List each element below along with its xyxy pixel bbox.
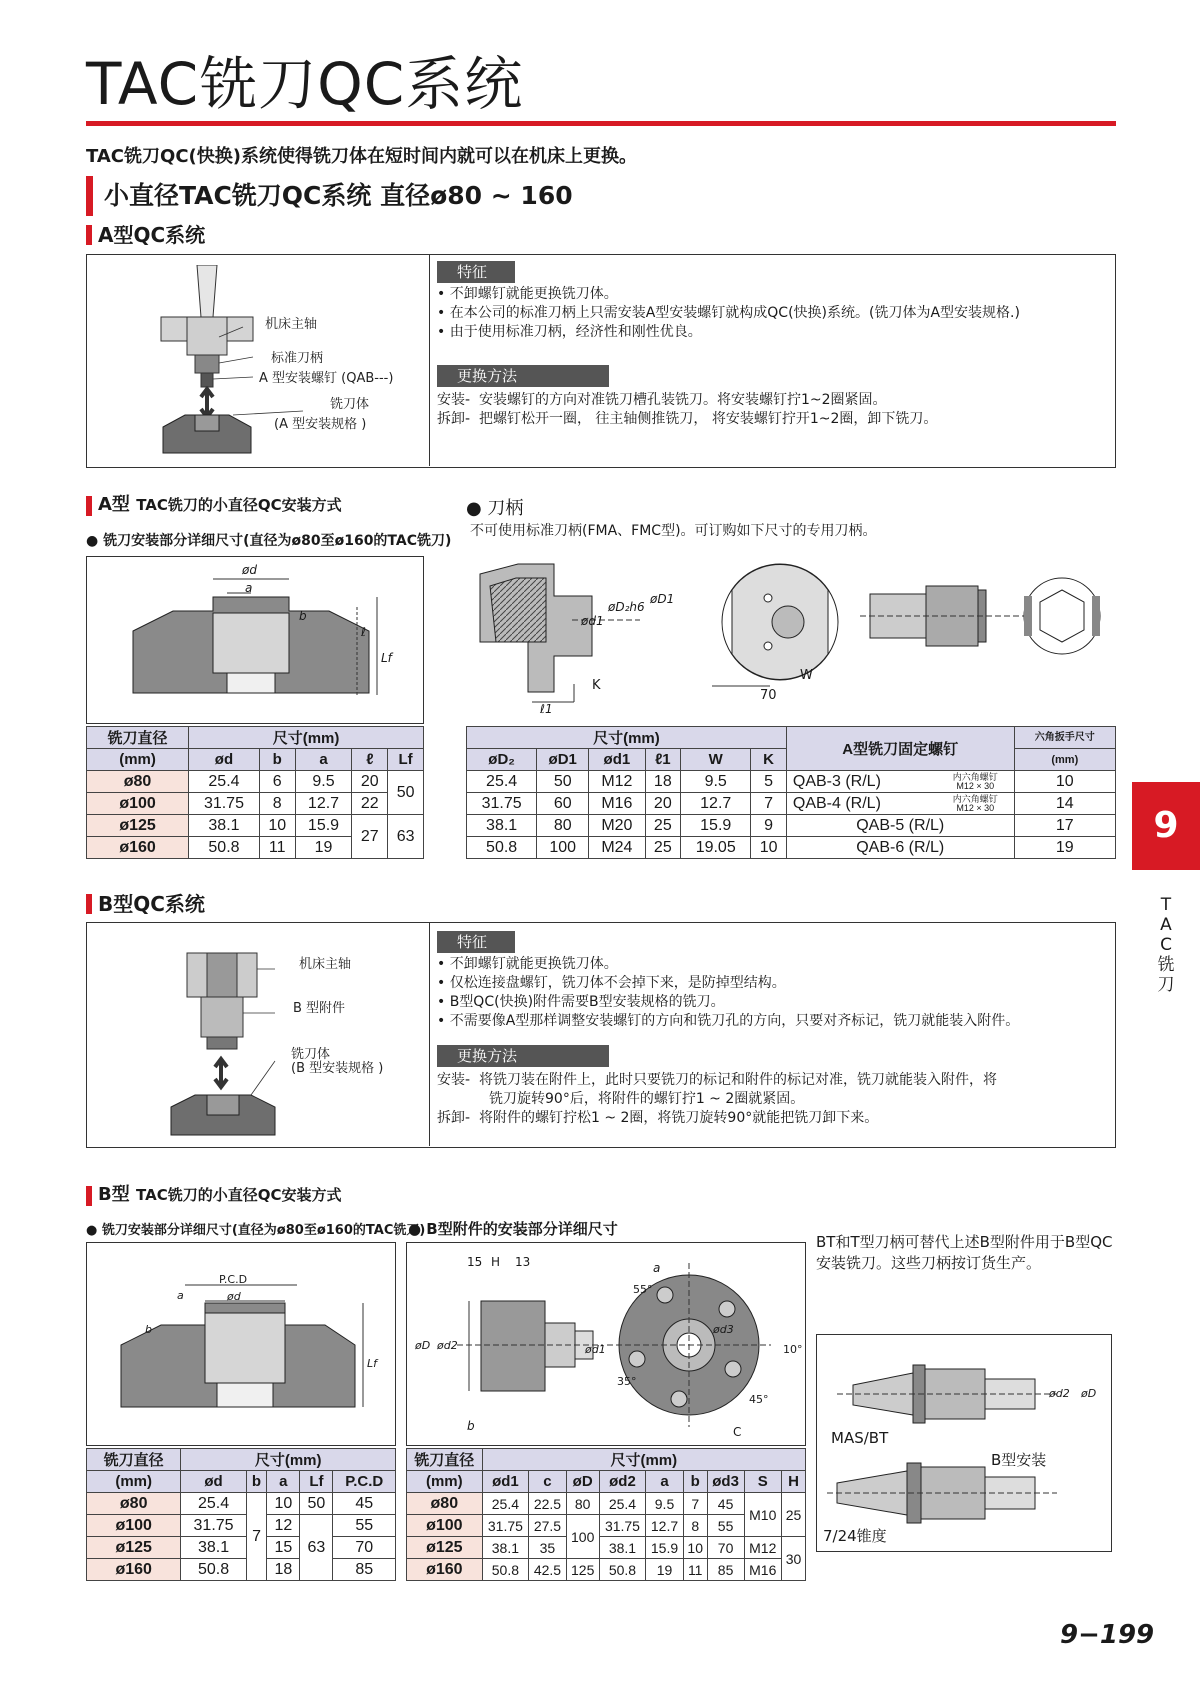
dim-a: a [177,1289,184,1302]
feature-item: • 不卸螺钉就能更换铣刀体。 [437,956,618,972]
feature-item: • 由于使用标准刀柄，经济性和刚性优良。 [437,324,702,340]
label-holder: 标准刀柄 [271,351,324,366]
method-tag: 更换方法 [437,1045,609,1067]
table-row: ø80 25.4 6 9.5 20 50 [87,771,424,793]
dim-b: b [467,1419,475,1433]
label-cutter: 铣刀体 [330,397,370,412]
dim-d2h6: øD₂h6 [608,600,645,614]
intro-text: TAC铣刀QC(快换)系统使得铣刀体在短时间内就可以在机床上更换。 [86,146,637,167]
feature-item: • 不卸螺钉就能更换铣刀体。 [437,286,618,302]
box-divider [429,255,430,466]
heading-marker [86,496,92,516]
dim-b: b [145,1323,152,1336]
dim-lf: Lf [381,651,392,665]
a-cutter-drawing [87,557,421,721]
b-attach-table: 铣刀直径 尺寸(mm) (mm) ød1 c øD ød2 a b ød3 S H ø80 25.4 22.5 80 25.4 9.5 7 45 M10 25 ø100 31.75 27.5 100 31.75 12.7 8 55 ø125 38.1 35 38.1 15.9 10 70 M12 30 ø160 50.8 42.5 125 50.8 19 11 85 M16 [406,1448,806,1581]
b-holder-figure [816,1334,1112,1552]
dim-od: ød [227,1290,241,1303]
table-row: ø125 38.1 10 15.9 27 63 [87,815,424,837]
dim-a: a [653,1261,661,1275]
features-tag: 特征 [437,931,515,953]
page-title: TAC铣刀QC系统 [86,50,524,118]
remove-text: 把螺钉松开一圈， 往主轴侧推铣刀， 将安装螺钉拧开1~2圈，卸下铣刀。 [478,411,938,427]
method-tag: 更换方法 [437,365,609,387]
a-detail-bullet: ● 铣刀安装部分详细尺寸(直径为ø80至ø160的TAC铣刀) [86,533,452,549]
chapter-tab[interactable]: 9 [1132,782,1200,870]
label-spindle: 机床主轴 [265,317,318,332]
dim-W: W [800,668,813,683]
table-row: 50.8 100 M24 25 19.05 10 QAB-6 (R/L) 19 [467,837,1116,859]
dim-H: H [491,1255,501,1269]
angle-55: 55° [633,1283,653,1296]
dim-l: ℓ [361,625,366,639]
table-row: ø100 31.75 8 12.7 22 [87,793,424,815]
label-mas-bt: MAS/BT [831,1429,889,1447]
holder-heading: ● 刀柄 [466,498,524,519]
label-taper: 7/24锥度 [823,1527,887,1545]
label-screw: A 型安装螺钉 (QAB---) [259,371,394,386]
title-rule [86,121,1116,126]
dim-K: K [592,678,601,693]
dim-od2: ød2 [1049,1387,1070,1400]
label-attach: B 型附件 [293,1001,346,1016]
table-row: ø160 50.8 42.5 125 50.8 19 11 85 M16 [407,1559,806,1581]
install-label: 安装- [437,392,471,408]
box-divider [429,923,430,1146]
section-marker [86,176,93,216]
dim-oD: øD [415,1339,431,1352]
table-row: 31.75 60 M16 20 12.7 7 QAB-4 (R/L) 内六角螺钉 M12 × 30 14 [467,793,1116,815]
table-row: ø80 25.4 7 10 50 45 [87,1493,396,1515]
angle-45: 45° [749,1393,769,1406]
table-row: ø125 38.1 35 38.1 15.9 10 70 M12 30 [407,1537,806,1559]
feature-item: • 仅松连接盘螺钉，铣刀体不会掉下来，是防掉型结构。 [437,975,786,991]
dim-od: ød [242,563,257,577]
feature-item: • 在本公司的标准刀柄上只需安装A型安装螺钉就构成QC(快换)系统。(铣刀体为A型安装规格.) [437,305,1020,321]
a-qc-heading: A型QC系统 [98,223,206,247]
features-tag: 特征 [437,261,515,283]
table-row: ø80 25.4 22.5 80 25.4 9.5 7 45 M10 25 [407,1493,806,1515]
b-detail-bullet: ● 铣刀安装部分详细尺寸(直径为ø80至ø160的TAC铣刀) [86,1223,426,1238]
install-text: 安装螺钉的方向对准铣刀槽孔装铣刀。将安装螺钉拧1~2圈紧固。 [478,392,887,408]
label-b-mount: B型安装 [991,1451,1047,1469]
table-row: ø125 38.1 15 70 [87,1537,396,1559]
remove-label: 拆卸- [437,411,471,427]
b-qc-box [86,922,1116,1148]
holder-table: 尺寸(mm) A型铣刀固定螺钉 六角扳手尺寸 øD₂ øD1 ød1 ℓ1 W K (mm) 25.4 50 M12 18 9.5 5 QAB-3 (R/L) 内六角螺钉 M12 × 30 10 31.75 60 M16 20 12.7 7 QAB-4 (R/L) 内六角螺钉 M12 × 30 14 38.1 80 M20 25 15.9 9 QAB-5 (R/L) 17 50.8 100 M24 25 19.05 10 QAB-6 (R/L) 19 [466,726,1116,859]
b-cutter-table: 铣刀直径 尺寸(mm) (mm) ød b a Lf P.C.D ø80 25.4 7 10 50 45 ø100 31.75 12 63 55 ø125 38.1 15 70 ø160 50.8 18 85 [86,1448,396,1581]
dim-b: b [299,609,307,623]
a-type-heading: A型 TAC铣刀的小直径QC安装方式 [98,494,342,515]
method-text: 安装- 将铣刀装在附件上，此时只要铣刀的标记和附件的标记对准，铣刀就能装入附件，将 铣刀旋转90°后，将附件的螺钉拧1 ~ 2圈就紧固。 拆卸- 将附件的螺钉拧松1 ~ 2圈，将铣刀旋转90°就能把铣刀卸下来。 [437,1071,1109,1128]
dim-D1: øD1 [650,592,675,606]
section-title: 小直径TAC铣刀QC系统 直径ø80 ~ 160 [104,181,573,210]
dim-l1: ℓ1 [540,702,553,716]
features-list [437,285,1107,342]
dim-pcd: P.C.D [219,1273,248,1286]
a-cutter-table: 铣刀直径 尺寸(mm) (mm) ød b a ℓ Lf ø80 25.4 6 9.5 20 50 ø100 31.75 8 12.7 22 ø125 38.1 10 15.9 27 63 ø160 50.8 11 19 [86,726,424,859]
heading-marker [86,1186,92,1206]
table-row: 38.1 80 M20 25 15.9 9 QAB-5 (R/L) 17 [467,815,1116,837]
dim-lf: Lf [367,1357,378,1370]
dim-od3: ød3 [713,1323,734,1336]
label-spindle: 机床主轴 [299,957,352,972]
chapter-label: T A C 铣 刀 [1157,895,1175,995]
label-cutter-spec: (A 型安装规格 ) [274,417,367,432]
angle-10: 10° [783,1343,803,1356]
angle-35: 35° [617,1375,637,1388]
b-cutter-figure [86,1242,396,1446]
b-attach-figure [406,1242,806,1446]
dim-od1: ød1 [585,1343,606,1356]
b-attach-bullet: ● B型附件的安装部分详细尺寸 [408,1220,618,1238]
remove-text: 将附件的螺钉拧松1 ~ 2圈，将铣刀旋转90°就能把铣刀卸下来。 [478,1110,879,1126]
table-row: ø160 50.8 18 85 [87,1559,396,1581]
dim-70: 70 [760,688,777,703]
b-note: BT和T型刀柄可替代上述B型附件用于B型QC安装铣刀。这些刀柄按订货生产。 [816,1233,1113,1272]
holder-drawings [470,556,1110,716]
heading-marker [86,225,92,245]
dim-oD: øD [1081,1387,1097,1400]
dim-15: 15 [467,1255,483,1269]
a-cutter-figure [86,556,424,724]
page-number: 9−199 [1060,1620,1155,1650]
dim-a: a [245,581,253,595]
heading-marker [86,894,92,914]
table-row: ø160 50.8 11 19 [87,837,424,859]
label-cutter: 铣刀体 [291,1047,331,1062]
b-type-heading: B型 TAC铣刀的小直径QC安装方式 [98,1184,342,1205]
dim-d1: ød1 [581,614,604,628]
a-qc-box [86,254,1116,468]
dim-C: C [733,1425,742,1439]
install-text-cont: 铣刀旋转90°后，将附件的螺钉拧1 ~ 2圈就紧固。 [489,1091,805,1107]
dim-od2: ød2 [437,1339,458,1352]
b-qc-heading: B型QC系统 [98,892,205,916]
table-row: ø100 31.75 12 63 55 [87,1515,396,1537]
table-row: 25.4 50 M12 18 9.5 5 QAB-3 (R/L) 内六角螺钉 M12 × 30 10 [467,771,1116,793]
holder-text: 不可使用标准刀柄(FMA、FMC型)。可订购如下尺寸的专用刀柄。 [470,523,877,539]
feature-item: • B型QC(快换)附件需要B型安装规格的铣刀。 [437,994,725,1010]
feature-item: • 不需要像A型那样调整安装螺钉的方向和铣刀孔的方向，只要对齐标记，铣刀就能装入附件。 [437,1013,1020,1029]
dim-13: 13 [515,1255,531,1269]
label-cutter-spec: (B 型安装规格 ) [291,1061,384,1076]
features-list [437,955,1109,1031]
method-text [437,391,1107,429]
table-row: ø100 31.75 27.5 100 31.75 12.7 8 55 [407,1515,806,1537]
install-text: 将铣刀装在附件上，此时只要铣刀的标记和附件的标记对准，铣刀就能装入附件，将 [478,1072,997,1088]
